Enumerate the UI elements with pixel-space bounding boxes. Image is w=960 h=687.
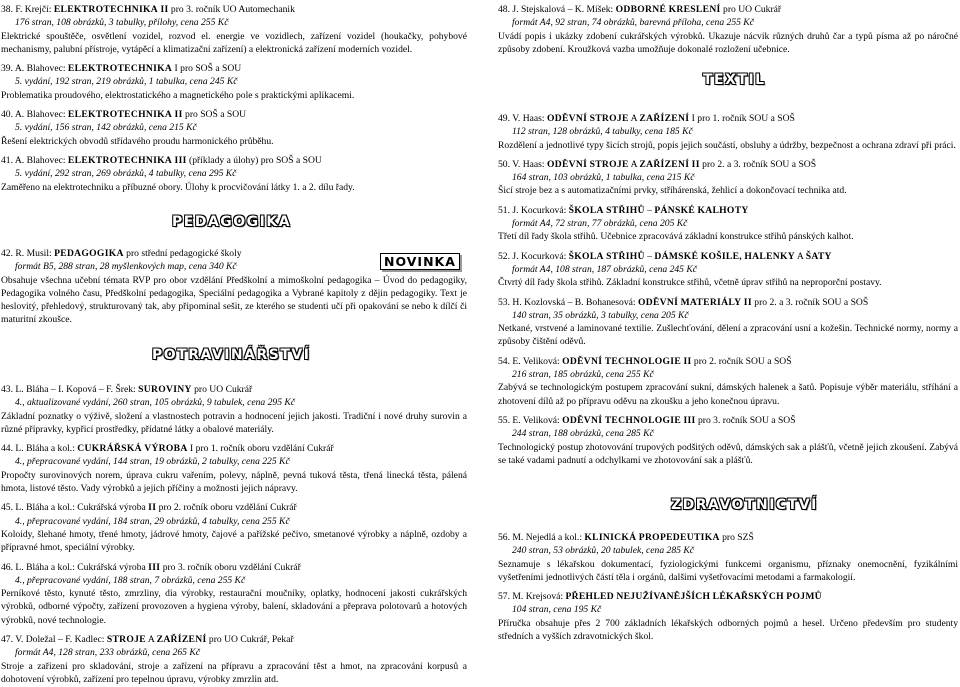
book-description: Příručka obsahuje přes 2 700 základních lékařských odborných pojmů a hesel. Určeno především pro studenty středních a vyšších zdravotnických škol. — [498, 617, 958, 643]
book-title: 42. R. Musil: PEDAGOGIKA pro střední pedagogické školy — [1, 248, 242, 259]
book-description: Základní poznatky o výživě, složení a vlastnostech potravin a hodnocení jejich jakosti. Tradiční i nové druhy surovin a různé přípravky, kypřicí prostředky, přídatné látky a obalové materiály. — [1, 410, 467, 435]
book-meta: formát A4, 72 stran, 77 obrázků, cena 205 Kč — [512, 218, 688, 230]
book-meta: 216 stran, 185 obrázků, cena 255 Kč — [512, 369, 654, 381]
book-title: 41. A. Blahovec: ELEKTROTECHNIKA III (příklady a úlohy) pro SOŠ a SOU — [1, 154, 322, 166]
book-entry — [1, 56, 467, 102]
book-title: 55. E. Veliková: ODĚVNÍ TECHNOLOGIE III pro 3. ročník SOU a SOŠ — [498, 414, 796, 426]
book-title: 43. L. Bláha – I. Kopová – F. Šrek: SUROVINY pro UO Cukrář — [1, 384, 253, 395]
book-title: 44. L. Bláha a kol.: CUKRÁŘSKÁ VÝROBA I pro 1. ročník oboru vzdělání Cukrář — [1, 443, 334, 455]
left-block-3 — [1, 383, 467, 686]
book-title: 40. A. Blahovec: ELEKTROTECHNIKA II pro SOŠ a SOU — [1, 109, 247, 121]
book-title: 38. F. Krejčí: ELEKTROTECHNIKA II pro 3. ročník UO Automechanik — [1, 4, 295, 15]
book-title: 53. H. Kozlovská – B. Bohanesová: ODĚVNÍ MATERIÁLY II pro 2. a 3. ročník SOU a SOŠ — [498, 296, 869, 308]
book-entry — [498, 152, 958, 198]
book-title: 39. A. Blahovec: ELEKTROTECHNIKA I pro SOŠ a SOU — [1, 63, 242, 75]
book-title: 46. L. Bláha a kol.: Cukrářská výroba III pro 3. ročník oboru vzdělání Cukrář — [1, 561, 301, 573]
book-entry — [1, 148, 467, 194]
book-meta: 240 stran, 53 obrázků, 20 tabulek, cena 285 Kč — [512, 545, 694, 557]
book-description: Zaměřeno na elektrotechniku a příbuzné obory. Úlohy k procvičování látky 1. a 2. dílu řady. — [1, 181, 355, 193]
right-block-1 — [498, 3, 958, 56]
book-title: 49. V. Haas: ODĚVNÍ STROJE A ZAŘÍZENÍ I pro 1. ročník SOU a SOŠ — [498, 113, 795, 124]
book-entry — [498, 408, 958, 467]
book-entry — [498, 198, 958, 244]
left-block-1 — [1, 3, 467, 194]
right-block-3 — [498, 531, 958, 643]
book-entry — [498, 531, 958, 584]
book-description: Rozdělení a jednotlivé typy šicích strojů, popis jejich součástí, obsluhy a údržby, bezpečnost a ochrana zdraví při práci. — [498, 139, 956, 151]
book-description: Řešení elektrických obvodů střídavého proudu harmonického průběhu. — [1, 135, 274, 147]
book-title: 57. M. Krejsová: PŘEHLED NEJUŽÍVANĚJŠÍCH LÉKAŘSKÝCH POJMŮ — [498, 591, 822, 603]
book-description: Čtvrtý díl řady škola střihů. Základní konstrukce střihů, včetně úprav střihů na neproporční postavy. — [498, 277, 882, 289]
book-meta: 4., přepracované vydání, 144 stran, 19 obrázků, 2 tabulky, cena 225 Kč — [15, 456, 290, 468]
book-entry — [498, 112, 958, 152]
book-meta: 176 stran, 108 obrázků, 3 tabulky, přílohy, cena 255 Kč — [15, 17, 229, 29]
book-meta: formát A4, 92 stran, 74 obrázků, barevná příloha, cena 255 Kč — [512, 17, 754, 29]
book-description: Technologický postup zhotovování trupových podšitých oděvů, dámských sak a plášťů, včetně jejich zkoušení. Zabývá se také vadami padnutí a odchylkami ve zhotovování sak a plášťů. — [498, 441, 958, 466]
book-description: Elektrické spouštěče, osvětlení vozidel, rozvod el. energie ve vozidlech, zařízení vozidel (houkačky, pohybové mechanismy, palubní přístroje, vytápěcí a klimatizační zařízení) a elektronická zařízení moderních vozidel. — [1, 30, 467, 55]
section-heading-pedagogika: PEDAGOGIKA — [172, 214, 292, 230]
book-entry — [1, 102, 467, 148]
book-meta: 4., přepracované vydání, 188 stran, 7 obrázků, cena 255 Kč — [15, 574, 246, 586]
book-meta: 140 stran, 35 obrázků, 3 tabulky, cena 205 Kč — [512, 309, 689, 321]
book-title: 51. J. Kocurková: ŠKOLA STŘIHŮ – PÁNSKÉ KALHOTY — [498, 204, 749, 216]
book-entry — [1, 436, 467, 495]
book-entry — [1, 383, 467, 436]
book-title: 54. E. Veliková: ODĚVNÍ TECHNOLOGIE II pro 2. ročník SOU a SOŠ — [498, 355, 792, 367]
book-meta: 104 stran, cena 195 Kč — [512, 604, 602, 616]
book-description: Perníkové těsto, kynuté těsto, zmrzliny, dia výrobky, restaurační moučníky, oplatky, hodnocení jakosti cukrářských výrobků, odborné výpočty, zařízení provozoven a hygiena výroby, balení, skladování a přeprava polotovarů a hotových výrobků, nové technologie. — [1, 588, 467, 626]
book-meta: 4., aktualizované vydání, 260 stran, 105 obrázků, 9 tabulek, cena 295 Kč — [15, 397, 296, 409]
book-meta: 112 stran, 128 obrázků, 4 tabulky, cena 185 Kč — [512, 126, 693, 138]
book-meta: 4., přepracované vydání, 184 stran, 29 obrázků, 4 tabulky, cena 255 Kč — [15, 515, 290, 527]
section-heading-zdravotnictvi: ZDRAVOTNICTVÍ — [671, 497, 818, 513]
right-block-2 — [498, 112, 958, 467]
book-meta: formát A4, 108 stran, 187 obrázků, cena 245 Kč — [512, 263, 698, 275]
section-heading-potravinarstvi: POTRAVINÁŘSTVÍ — [152, 347, 311, 363]
book-title: 56. M. Nejedlá a kol.: KLINICKÁ PROPEDEUTIKA pro SZŠ — [498, 532, 754, 543]
book-description: Propočty surovinových norem, úprava cukru vařením, polevy, náplně, pevná tuková těsta, třená linecká těsta, pálená hmota, listové těsto. Vady výrobků a jejich příčiny a možnosti jejich nápravy. — [1, 469, 467, 495]
section-heading-textil: TEXTIL — [703, 72, 766, 88]
book-meta: 164 stran, 103 obrázků, 1 tabulka, cena 215 Kč — [512, 172, 695, 184]
book-entry — [498, 244, 958, 290]
book-description: Obsahuje všechna učební témata RVP pro obor vzdělání Předškolní a mimoškolní pedagogika – Úvod do pedagogiky, Pedagogika volného času, Předškolní pedagogika, Speciální pedagogika a Vybrané kapitoly z dějin pedagogiky. Text je heslovitý, přehledový, strukturovaný tak, aby připomínal sešit, ze kterého se studenti učí při opakování se nebo k dílčí či maturitní zkoušce. — [1, 274, 467, 326]
novinka-badge: NOVINKA — [380, 253, 460, 270]
book-title: 47. V. Doležal – F. Kadlec: STROJE A ZAŘÍZENÍ pro UO Cukrář, Pekař — [1, 634, 294, 646]
book-title: 48. J. Stejskalová – K. Míšek: ODBORNÉ KRESLENÍ pro UO Cukrář — [498, 4, 782, 15]
book-meta: formát A4, 128 stran, 233 obrázků, cena 265 Kč — [15, 647, 201, 659]
book-description: Zabývá se technologickým postupem zpracování sukní, dámských halenek a šatů. Popisuje výběr materiálu, stříhání a zhotovení dílů až po přípravu oděvu na zkoušku a jeho konečnou úpravu. — [498, 382, 958, 407]
book-entry — [1, 495, 467, 554]
book-description: Problematika proudového, elektrostatického a magnetického pole s praktickými aplikacemi. — [1, 89, 355, 101]
book-description: Třetí díl řady škola střihů. Učebnice zpracovává základní konstrukce střihů pánských kalhot. — [498, 231, 854, 243]
book-entry — [1, 3, 467, 56]
book-entry — [498, 584, 958, 643]
book-description: Stroje a zařízení pro skladování, stroje a zařízení na přípravu a zpracování těst a hmot, na zpracování korpusů a dohotovení výrobků, zařízení pro tepelnou úpravu, výrobky zmrzlin atd. — [1, 660, 467, 685]
book-title: 50. V. Haas: ODĚVNÍ STROJE A ZAŘÍZENÍ II pro 2. a 3. ročník SOU a SOŠ — [498, 158, 817, 170]
book-description: Netkané, vrstvené a laminované textilie. Zušlechťování, dělení a zpracování usní a kožešin. Technické normy, normy a způsoby čištění oděvů. — [498, 323, 958, 348]
book-description: Šicí stroje bez a s automatizačními prvky, stříhárenská, žehlicí a dokončovací technika atd. — [498, 185, 847, 197]
book-meta: 5. vydání, 156 stran, 142 obrázků, cena 215 Kč — [15, 122, 197, 134]
book-description: Uvádí popis i ukázky zdobení cukrářských výrobků. Ukazuje nácvik různých druhů čar a typů písma až po náročné způsoby zdobení. Kroužková vazba umožňuje dokonalé rozložení učebnice. — [498, 30, 958, 55]
book-meta: 5. vydání, 192 stran, 219 obrázků, 1 tabulka, cena 245 Kč — [15, 76, 238, 88]
book-entry — [498, 349, 958, 408]
book-description: Seznamuje s lékařskou dokumentací, fyziologickými funkcemi organismu, příznaky onemocnění, fyzikálními vyšetřeními jednotlivých částí těla i orgánů, dalšími vyšetřovacími metodami a farmakologií. — [498, 558, 958, 583]
book-meta: 5. vydání, 292 stran, 269 obrázků, 4 tabulky, cena 295 Kč — [15, 168, 237, 180]
book-description: Koloidy, šlehané hmoty, třené hmoty, jádrové hmoty, čajové a pařížské pečivo, smetanové výrobky a náplně, ozdoby a přípravné hmot, speciální výrobky. — [1, 528, 467, 554]
book-meta: 244 stran, 188 obrázků, cena 285 Kč — [512, 428, 654, 440]
book-entry — [498, 3, 958, 56]
book-title: 52. J. Kocurková: ŠKOLA STŘIHŮ – DÁMSKÉ KOŠILE, HALENKY A ŠATY — [498, 250, 832, 262]
book-entry — [498, 290, 958, 349]
book-entry — [1, 555, 467, 627]
book-meta: formát B5, 288 stran, 28 myšlenkových map, cena 340 Kč — [15, 261, 237, 273]
book-title: 45. L. Bláha a kol.: Cukrářská výroba II pro 2. ročník oboru vzdělání Cukrář — [1, 502, 297, 514]
book-entry — [1, 627, 467, 686]
